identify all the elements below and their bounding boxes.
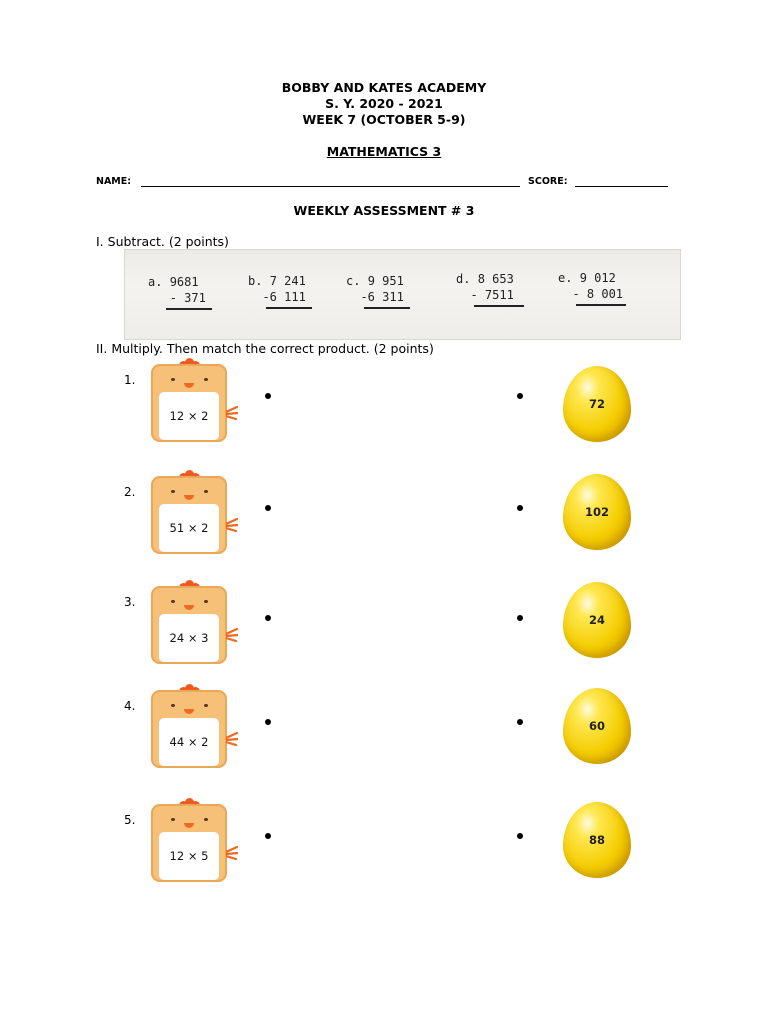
match-dot-left[interactable] [265, 719, 271, 725]
problem-a [148, 276, 212, 310]
chick-foot-icon [226, 628, 238, 642]
problem-subtrahend: - 7511 [470, 288, 514, 302]
golden-egg-answer [563, 474, 631, 550]
eye-icon [204, 600, 208, 603]
multiplication-expression: 51 × 2 [159, 504, 219, 552]
chick-card [151, 580, 229, 664]
problem-d [456, 273, 524, 307]
name-line [141, 186, 520, 187]
beak-icon [184, 823, 194, 828]
chick-card [151, 684, 229, 768]
chick-body [151, 364, 227, 442]
match-dot-right[interactable] [517, 615, 523, 621]
score-label: SCORE: [528, 176, 568, 187]
item-number: 1. [124, 373, 136, 387]
chick-body [151, 804, 227, 882]
eye-icon [204, 704, 208, 707]
school-year: S. Y. 2020 - 2021 [325, 96, 443, 111]
chick-card [151, 798, 229, 882]
match-dot-left[interactable] [265, 833, 271, 839]
problem-b [248, 275, 312, 309]
answer-value: 102 [584, 505, 609, 519]
chick-body [151, 586, 227, 664]
problem-minuend: 7 241 [269, 274, 306, 288]
golden-egg-answer [563, 688, 631, 764]
week-label: WEEK 7 (OCTOBER 5-9) [302, 112, 466, 127]
eye-icon [171, 378, 175, 381]
problem-c [346, 275, 410, 309]
eye-icon [204, 818, 208, 821]
problem-letter: b. [248, 274, 263, 288]
section-1-title: I. Subtract. (2 points) [96, 234, 229, 249]
answer-value: 60 [588, 719, 605, 733]
golden-egg-answer [563, 582, 631, 658]
chick-foot-icon [226, 518, 238, 532]
problem-subtrahend: - 371 [169, 291, 206, 305]
score-line [575, 186, 668, 187]
item-number: 2. [124, 485, 136, 499]
answer-value: 24 [588, 613, 605, 627]
beak-icon [184, 605, 194, 610]
chick-body [151, 690, 227, 768]
item-number: 3. [124, 595, 136, 609]
eye-icon [171, 818, 175, 821]
problem-e [558, 272, 626, 306]
answer-value: 72 [588, 397, 605, 411]
item-number: 5. [124, 813, 136, 827]
problem-subtrahend: - 8 001 [572, 287, 624, 301]
problem-subtrahend: -6 111 [262, 290, 306, 304]
match-dot-left[interactable] [265, 505, 271, 511]
problem-letter: c. [346, 274, 361, 288]
chick-foot-icon [226, 846, 238, 860]
chick-foot-icon [226, 406, 238, 420]
multiplication-expression: 44 × 2 [159, 718, 219, 766]
beak-icon [184, 709, 194, 714]
school-name: BOBBY AND KATES ACADEMY [281, 80, 487, 95]
problem-minuend: 9 012 [579, 271, 616, 285]
subtraction-problems-photo [124, 249, 681, 340]
match-dot-right[interactable] [517, 505, 523, 511]
problem-letter: d. [456, 272, 471, 286]
problem-minuend: 9 951 [367, 274, 404, 288]
subject-title: MATHEMATICS 3 [326, 144, 442, 159]
eye-icon [171, 704, 175, 707]
chick-card [151, 470, 229, 554]
beak-icon [184, 383, 194, 388]
section-2-title: II. Multiply. Then match the correct product. (2 points) [96, 341, 434, 356]
problem-minuend: 8 653 [477, 272, 514, 286]
problem-minuend: 9681 [169, 275, 199, 289]
chick-foot-icon [226, 732, 238, 746]
chick-card [151, 358, 229, 442]
problem-letter: a. [148, 275, 163, 289]
eye-icon [171, 600, 175, 603]
multiplication-expression: 12 × 5 [159, 832, 219, 880]
chick-body [151, 476, 227, 554]
eye-icon [204, 490, 208, 493]
match-dot-left[interactable] [265, 615, 271, 621]
problem-subtrahend: -6 311 [360, 290, 404, 304]
assessment-title: WEEKLY ASSESSMENT # 3 [293, 203, 475, 218]
answer-value: 88 [588, 833, 605, 847]
match-dot-right[interactable] [517, 833, 523, 839]
match-dot-right[interactable] [517, 719, 523, 725]
name-label: NAME: [96, 176, 132, 187]
golden-egg-answer [563, 802, 631, 878]
item-number: 4. [124, 699, 136, 713]
eye-icon [204, 378, 208, 381]
multiplication-expression: 24 × 3 [159, 614, 219, 662]
match-dot-right[interactable] [517, 393, 523, 399]
golden-egg-answer [563, 366, 631, 442]
match-dot-left[interactable] [265, 393, 271, 399]
problem-letter: e. [558, 271, 573, 285]
beak-icon [184, 495, 194, 500]
multiplication-expression: 12 × 2 [159, 392, 219, 440]
eye-icon [171, 490, 175, 493]
